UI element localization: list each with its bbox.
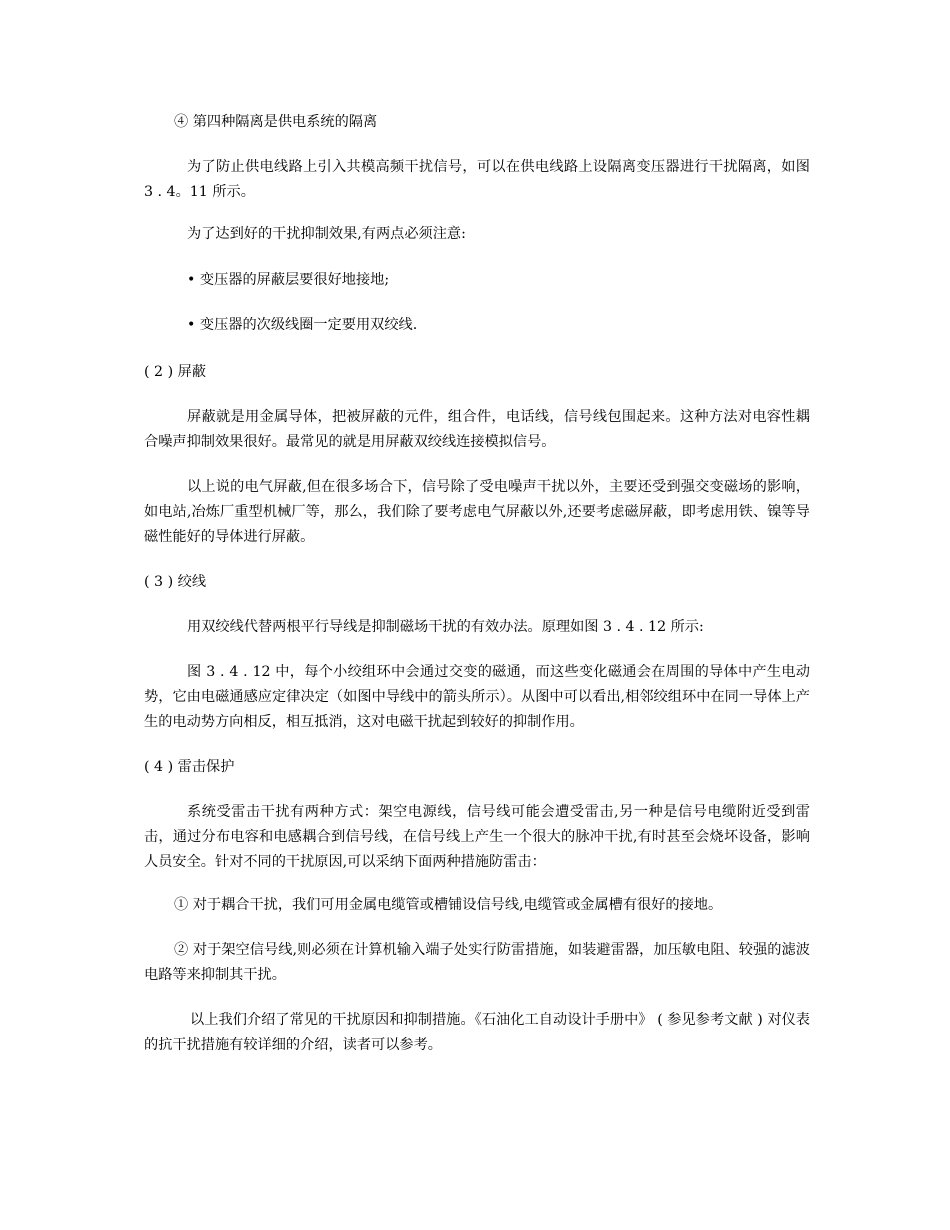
bullet-shield-grounding: • 变压器的屏蔽层要很好地接地; — [187, 272, 390, 288]
subsection-power-isolation: ④ 第四种隔离是供电系统的隔离 — [174, 114, 378, 130]
paragraph-shielding-definition: 屏蔽就是用金属导体，把被屏蔽的元件，组合件，电话线，信号线包围起来。这种方法对电容性耦合噪声抑制效果很好。最常见的就是用屏蔽双绞线连接模拟信号。 — [144, 409, 810, 450]
paragraph-magnetic-shielding: 以上说的电气屏蔽,但在很多场合下，信号除了受电噪声干扰以外，主要还受到强交变磁场的影响，如电站,冶炼厂重型机械厂等，那么，我们除了要考虑电气屏蔽以外,还要考虑磁屏蔽，即考虑用铁、镍等导磁性能好的导体进行屏蔽。 — [144, 479, 810, 545]
section-heading-lightning: ( 4 ) 雷击保护 — [144, 759, 235, 775]
paragraph-two-notes: 为了达到好的干扰抑制效果,有两点必须注意: — [187, 226, 466, 242]
item-overhead-signal-line: ② 对于架空信号线,则必须在计算机输入端子处实行防雷措施，如装避雷器，加压敏电阻、较强的滤波电路等来抑制其干扰。 — [144, 942, 810, 983]
paragraph-isolation-transformer: 为了防止供电线路上引入共模高频干扰信号，可以在供电线路上设隔离变压器进行干扰隔离，如图 3 . 4。11 所示。 — [144, 159, 810, 200]
paragraph-lightning-interference: 系统受雷击干扰有两种方式：架空电源线，信号线可能会遭受雷击,另一种是信号电缆附近受到雷击，通过分布电容和电感耦合到信号线，在信号线上产生一个很大的脉冲干扰,有时甚至会烧坏设备，影响人员安全。针对不同的干扰原因,可以采纳下面两种措施防雷击： — [144, 804, 810, 870]
item-coupling-interference: ① 对于耦合干扰，我们可用金属电缆管或槽铺设信号线,电缆管或金属槽有很好的接地。 — [174, 897, 723, 913]
paragraph-conclusion: 以上我们介绍了常见的干扰原因和抑制措施。《石油化工自动设计手册中》 ( 参见参考文献 ) 对仪表的抗干扰措施有较详细的介绍，读者可以参考。 — [144, 1012, 810, 1053]
section-heading-twisted-wire: ( 3 ) 绞线 — [144, 574, 207, 590]
bullet-twisted-pair: • 变压器的次级线圈一定要用双绞线. — [187, 317, 418, 333]
paragraph-twisted-pair-principle: 用双绞线代替两根平行导线是抑制磁场干扰的有效办法。原理如图 3 . 4 . 12 所示: — [187, 619, 704, 635]
paragraph-figure-explanation: 图 3 . 4 . 12 中，每个小绞组环中会通过交变的磁通，而这些变化磁通会在周围的导体中产生电动势，它由电磁通感应定律决定（如图中导线中的箭头所示）。从图中可以看出,相邻绞组环中在同一导体上产生的电动势方向相反，相互抵消，这对电磁干扰起到较好的抑制作用。 — [144, 664, 810, 730]
section-heading-shielding: ( 2 ) 屏蔽 — [144, 364, 207, 380]
